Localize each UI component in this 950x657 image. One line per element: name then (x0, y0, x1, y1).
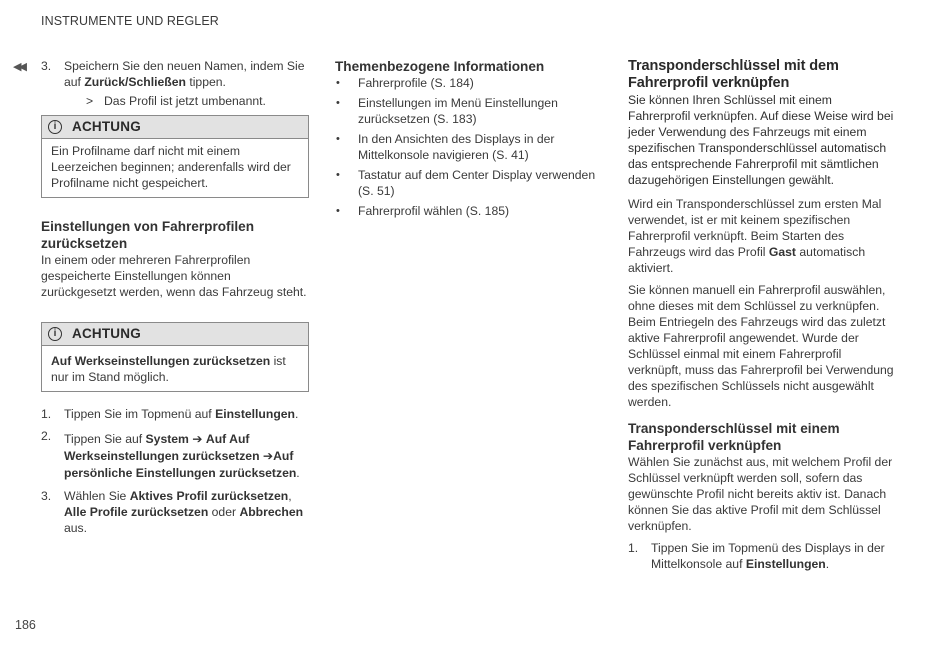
warning-text (42, 346, 308, 391)
step-save-name (41, 58, 309, 109)
step-text: Wählen Sie (64, 489, 130, 503)
paragraph-text: Wird ein Transponderschlüssel zum ersten Mal verwendet, ist er mit keinem spezifischen Fahrerprofil verknüpft. Beim Starten des Fahrzeugs wird das Profil (628, 197, 882, 259)
link-step-1 (628, 540, 896, 572)
reset-active-profile-label: Aktives Profil zurücksetzen (129, 489, 289, 503)
related-link-text[interactable]: Fahrerprofile (S. 184) (358, 76, 474, 90)
arrow-right-icon: ➔ (192, 432, 203, 446)
paragraph-first-use (628, 196, 896, 276)
reset-all-profiles-label: Alle Profile zurücksetzen (64, 505, 209, 519)
step-text-end: . (296, 466, 300, 480)
warning-box-name (41, 115, 309, 198)
related-link[interactable] (335, 95, 603, 127)
related-info-heading: Themenbezogene Informationen (335, 59, 545, 74)
warning-title: ACHTUNG (72, 119, 141, 134)
related-links-list (335, 75, 603, 219)
step-text: Tippen Sie auf (64, 432, 146, 446)
step-number: 1. (628, 541, 639, 555)
settings-label: Einstellungen (745, 557, 826, 571)
reset-step-3 (41, 488, 309, 536)
bullet-icon: • (336, 169, 340, 181)
subsection-heading: Transponderschlüssel mit einem Fahrerprofil verknüpfen (628, 421, 840, 453)
section-lead: Sie können Ihren Schlüssel mit einem Fahrerprofil verknüpfen. Auf diese Weise wird bei jeder Verwendung des Fahrzeugs mit einem spezifischen Transponderschlüssel automatisch das entsprechende Fahrerprofil mit sämtlichen dazugehörigen Einstellungen gewählt. (628, 93, 894, 187)
info-icon: i (48, 327, 62, 341)
double-left-arrow-icon[interactable]: ◀◀ (13, 61, 24, 73)
step-text: Tippen Sie im Topmenü auf (64, 407, 216, 421)
warning-header (42, 116, 308, 139)
related-link-text[interactable]: In den Ansichten des Displays in der Mittelkonsole navigieren (S. 41) (358, 132, 555, 162)
step-text-end: aus. (64, 521, 88, 535)
bullet-icon: • (336, 77, 340, 89)
cancel-label: Abbrechen (239, 505, 304, 519)
step-number: 3. (41, 59, 52, 73)
column-middle (335, 58, 603, 223)
column-right (628, 58, 896, 572)
related-link-text[interactable]: Einstellungen im Menü Einstellungen zurücksetzen (S. 183) (358, 96, 558, 126)
related-link[interactable] (335, 203, 603, 219)
factory-reset-label: Auf Werkseinstellungen zurücksetzen (51, 354, 271, 368)
warning-header (42, 323, 308, 346)
step-result (64, 93, 309, 109)
page-number: 186 (15, 618, 36, 632)
warning-title: ACHTUNG (72, 326, 141, 341)
paragraph-link: Wählen Sie zunächst aus, mit welchem Profil der Schlüssel verknüpft werden soll, sofern das gewünschte Profil nicht bereits aktiv ist. Danach können Sie das aktive Profil mit dem Schlüssel verknüpfen. (628, 455, 893, 533)
step-text: Tippen Sie im Topmenü des Displays in der Mittelkonsole auf (651, 541, 885, 571)
bullet-icon: • (336, 205, 340, 217)
result-text: Das Profil ist jetzt umbenannt. (104, 94, 266, 108)
column-left (41, 58, 309, 536)
paragraph-manual: Sie können manuell ein Fahrerprofil auswählen, ohne dieses mit dem Schlüssel zu verknüpfen. Beim Entriegeln des Fahrzeugs wird das zuletzt aktive Fahrerprofil angewendet. Wurde der Schlüssel einmal mit einem Fahrerprofil verknüpft, muss das Fahrerprofil bei Verwendung des spezifischen Schlüssels nicht ausgewählt werden. (628, 283, 894, 409)
paragraph-text-end: automatisch aktiviert. (628, 245, 866, 275)
factory-reset-label: Auf Werkseinstellungen zurücksetzen (64, 432, 260, 463)
page-header: INSTRUMENTE UND REGLER (41, 14, 219, 28)
related-link[interactable] (335, 75, 603, 91)
bullet-icon: • (336, 133, 340, 145)
guest-label: Gast (768, 245, 796, 259)
personal-reset-label: Auf persönliche Einstellungen zurücksetzen (64, 449, 297, 480)
step-number: 2. (41, 429, 52, 443)
related-link[interactable] (335, 167, 603, 199)
result-arrow-icon: > (86, 94, 94, 108)
reset-step-2 (41, 431, 309, 482)
step-number: 3. (41, 489, 52, 503)
back-close-label: Zurück/Schließen (84, 75, 186, 89)
settings-label: Einstellungen (215, 407, 295, 421)
arrow-right-icon: ➔ (262, 449, 274, 463)
warning-text: Ein Profilname darf nicht mit einem Leerzeichen beginnen; anderenfalls wird der Profilname nicht gespeichert. (51, 144, 291, 190)
step-text-end: . (825, 557, 830, 571)
section-heading-reset: Einstellungen von Fahrerprofilen zurücksetzen (41, 219, 254, 251)
step-text: Speichern Sie den neuen Namen, indem Sie auf (64, 59, 305, 89)
factory-settings-label: Auf (205, 432, 230, 446)
step-text-end: . (294, 407, 299, 421)
reset-step-1 (41, 406, 309, 422)
step-text-sep: oder (208, 505, 240, 519)
step-number: 1. (41, 407, 52, 421)
warning-box-reset (41, 322, 309, 392)
related-link[interactable] (335, 131, 603, 163)
section-text-reset: In einem oder mehreren Fahrerprofilen gespeicherte Einstellungen können zurückgesetzt werden, wenn das Fahrzeug steht. (41, 253, 307, 299)
section-title: Transponderschlüssel mit dem Fahrerprofil verknüpfen (628, 58, 839, 91)
bullet-icon: • (336, 97, 340, 109)
related-link-text[interactable]: Fahrerprofil wählen (S. 185) (358, 204, 510, 218)
step-text-sep: , (288, 489, 292, 503)
step-text-end: tippen. (185, 75, 226, 89)
info-icon: i (48, 120, 62, 134)
related-link-text[interactable]: Tastatur auf dem Center Display verwenden (S. 51) (358, 168, 596, 198)
warning-text-end: ist nur im Stand möglich. (51, 354, 286, 384)
system-label: System (145, 432, 189, 446)
